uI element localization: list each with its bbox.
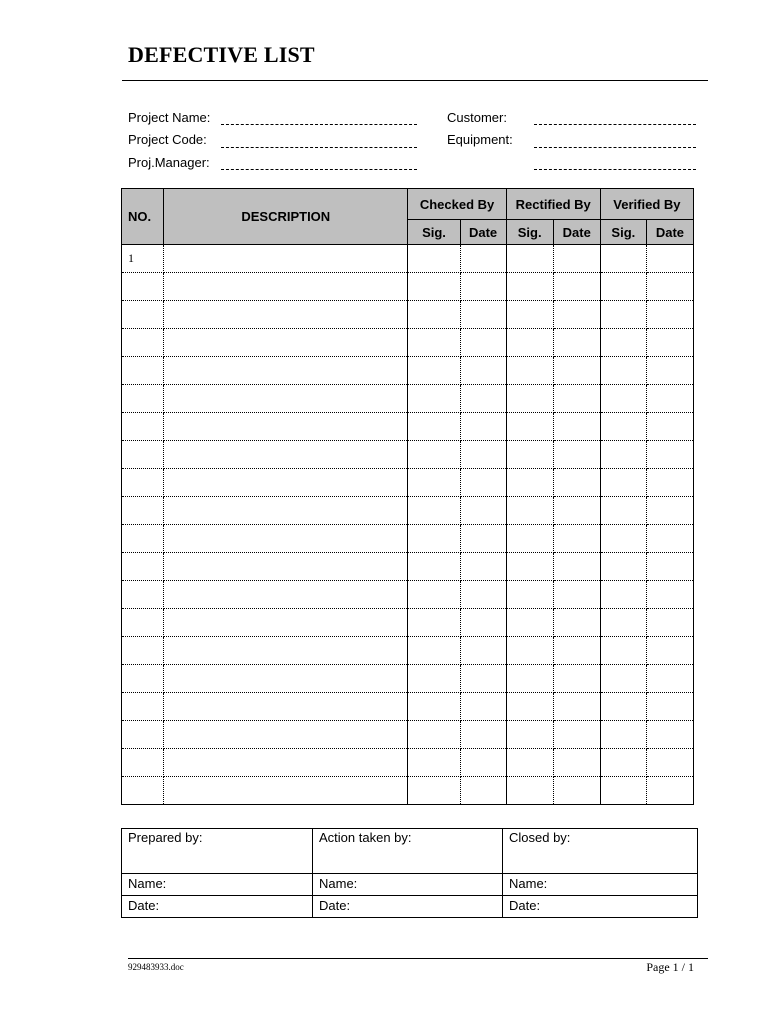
prepared-date-cell[interactable]: Date:	[122, 896, 313, 918]
checked-sig-cell[interactable]	[408, 329, 460, 357]
checked-sig-cell[interactable]	[408, 469, 460, 497]
rectified-date-cell[interactable]	[553, 497, 600, 525]
checked-sig-cell[interactable]	[408, 665, 460, 693]
customer-label: Customer:	[447, 110, 507, 125]
row-description-cell[interactable]	[164, 301, 408, 329]
row-description-cell[interactable]	[164, 693, 408, 721]
row-description-cell[interactable]	[164, 245, 408, 273]
verified-date-cell[interactable]	[646, 581, 693, 609]
rectified-date-cell[interactable]	[553, 245, 600, 273]
rectified-date-cell[interactable]	[553, 637, 600, 665]
row-description-cell[interactable]	[164, 637, 408, 665]
row-description-cell[interactable]	[164, 553, 408, 581]
verified-sig-cell[interactable]	[600, 329, 646, 357]
row-description-cell[interactable]	[164, 469, 408, 497]
row-no-cell[interactable]: 1	[122, 245, 164, 273]
row-no-cell[interactable]	[122, 525, 164, 553]
rectified-sig-header: Sig.	[506, 220, 553, 245]
rectified-sig-cell[interactable]	[506, 273, 553, 301]
verified-date-cell[interactable]	[646, 609, 693, 637]
table-row	[122, 357, 694, 385]
verified-date-cell[interactable]	[646, 693, 693, 721]
checked-date-cell[interactable]	[460, 469, 506, 497]
checked-sig-cell[interactable]	[408, 245, 460, 273]
rectified-sig-cell[interactable]	[506, 497, 553, 525]
checked-by-header: Checked By	[408, 189, 506, 220]
rectified-sig-cell[interactable]	[506, 469, 553, 497]
verified-date-cell[interactable]	[646, 329, 693, 357]
table-row	[122, 777, 694, 805]
row-no-cell[interactable]	[122, 329, 164, 357]
verified-sig-cell[interactable]	[600, 273, 646, 301]
project-code-field[interactable]	[221, 147, 417, 148]
rectified-sig-cell[interactable]	[506, 581, 553, 609]
checked-sig-cell[interactable]	[408, 497, 460, 525]
checked-sig-cell[interactable]	[408, 637, 460, 665]
rectified-sig-cell[interactable]	[506, 441, 553, 469]
action-taken-by-cell[interactable]: Action taken by:	[313, 829, 503, 874]
verified-sig-cell[interactable]	[600, 497, 646, 525]
verified-date-cell[interactable]	[646, 301, 693, 329]
checked-date-cell[interactable]	[460, 637, 506, 665]
row-no-cell[interactable]	[122, 609, 164, 637]
rectified-date-cell[interactable]	[553, 777, 600, 805]
row-description-cell[interactable]	[164, 329, 408, 357]
verified-date-cell[interactable]	[646, 245, 693, 273]
verified-sig-cell[interactable]	[600, 749, 646, 777]
checked-sig-cell[interactable]	[408, 413, 460, 441]
rectified-date-cell[interactable]	[553, 581, 600, 609]
verified-sig-cell[interactable]	[600, 553, 646, 581]
verified-sig-cell[interactable]	[600, 777, 646, 805]
row-description-cell[interactable]	[164, 441, 408, 469]
row-no-cell[interactable]	[122, 469, 164, 497]
checked-date-cell[interactable]	[460, 329, 506, 357]
rectified-date-cell[interactable]	[553, 357, 600, 385]
verified-date-cell[interactable]	[646, 497, 693, 525]
table-row	[122, 637, 694, 665]
row-no-cell[interactable]	[122, 721, 164, 749]
row-no-cell[interactable]	[122, 301, 164, 329]
extra-field[interactable]	[534, 169, 696, 170]
rectified-by-header: Rectified By	[506, 189, 600, 220]
verified-date-cell[interactable]	[646, 665, 693, 693]
rectified-date-cell[interactable]	[553, 609, 600, 637]
project-name-label: Project Name:	[128, 110, 211, 125]
document-title: DEFECTIVE LIST	[128, 42, 315, 67]
checked-date-cell[interactable]	[460, 413, 506, 441]
table-row	[122, 469, 694, 497]
checked-date-cell[interactable]	[460, 749, 506, 777]
verified-date-cell[interactable]	[646, 413, 693, 441]
verified-date-cell[interactable]	[646, 441, 693, 469]
table-row	[122, 525, 694, 553]
closed-date-cell[interactable]: Date:	[503, 896, 698, 918]
rectified-sig-cell[interactable]	[506, 609, 553, 637]
rectified-date-cell[interactable]	[553, 385, 600, 413]
row-description-cell[interactable]	[164, 357, 408, 385]
rectified-date-cell[interactable]	[553, 721, 600, 749]
table-row	[122, 609, 694, 637]
row-description-cell[interactable]	[164, 581, 408, 609]
rectified-date-cell[interactable]	[553, 469, 600, 497]
project-code-label: Project Code:	[128, 132, 207, 147]
rectified-date-cell[interactable]	[553, 273, 600, 301]
col-description-header: DESCRIPTION	[164, 189, 408, 245]
checked-sig-cell[interactable]	[408, 357, 460, 385]
checked-date-cell[interactable]	[460, 357, 506, 385]
table-row	[122, 441, 694, 469]
verified-sig-cell[interactable]	[600, 609, 646, 637]
table-row	[122, 665, 694, 693]
rectified-date-cell[interactable]	[553, 693, 600, 721]
checked-sig-cell[interactable]	[408, 609, 460, 637]
row-no-cell[interactable]	[122, 441, 164, 469]
row-description-cell[interactable]	[164, 749, 408, 777]
table-row	[122, 273, 694, 301]
rectified-sig-cell[interactable]	[506, 749, 553, 777]
action-name-cell[interactable]: Name:	[313, 874, 503, 896]
rectified-date-cell[interactable]	[553, 329, 600, 357]
verified-sig-cell[interactable]	[600, 245, 646, 273]
checked-sig-cell[interactable]	[408, 525, 460, 553]
checked-date-cell[interactable]	[460, 721, 506, 749]
row-no-cell[interactable]	[122, 665, 164, 693]
row-description-cell[interactable]	[164, 665, 408, 693]
row-no-cell[interactable]	[122, 581, 164, 609]
row-no-cell[interactable]	[122, 777, 164, 805]
checked-sig-cell[interactable]	[408, 385, 460, 413]
rectified-date-cell[interactable]	[553, 441, 600, 469]
checked-sig-cell[interactable]	[408, 721, 460, 749]
row-no-cell[interactable]	[122, 553, 164, 581]
equipment-label: Equipment:	[447, 132, 513, 147]
rectified-sig-cell[interactable]	[506, 665, 553, 693]
rectified-sig-cell[interactable]	[506, 357, 553, 385]
signoff-table	[121, 828, 698, 918]
checked-sig-cell[interactable]	[408, 777, 460, 805]
rectified-date-cell[interactable]	[553, 525, 600, 553]
checked-date-cell[interactable]	[460, 525, 506, 553]
verified-sig-cell[interactable]	[600, 693, 646, 721]
row-description-cell[interactable]	[164, 721, 408, 749]
verified-date-cell[interactable]	[646, 637, 693, 665]
checked-sig-cell[interactable]	[408, 441, 460, 469]
table-row	[122, 581, 694, 609]
verified-date-cell[interactable]	[646, 553, 693, 581]
prepared-by-cell[interactable]: Prepared by:	[122, 829, 313, 874]
verified-date-cell[interactable]	[646, 385, 693, 413]
table-row	[122, 413, 694, 441]
table-row	[122, 329, 694, 357]
checked-date-cell[interactable]	[460, 245, 506, 273]
rectified-sig-cell[interactable]	[506, 721, 553, 749]
verified-sig-cell[interactable]	[600, 469, 646, 497]
rectified-sig-cell[interactable]	[506, 245, 553, 273]
checked-date-cell[interactable]	[460, 497, 506, 525]
checked-date-cell[interactable]	[460, 553, 506, 581]
row-no-cell[interactable]	[122, 273, 164, 301]
rectified-date-cell[interactable]	[553, 749, 600, 777]
proj-manager-field[interactable]	[221, 169, 417, 170]
checked-date-cell[interactable]	[460, 665, 506, 693]
verified-date-cell[interactable]	[646, 525, 693, 553]
verified-date-cell[interactable]	[646, 273, 693, 301]
checked-sig-cell[interactable]	[408, 553, 460, 581]
verified-date-cell[interactable]	[646, 749, 693, 777]
rectified-date-cell[interactable]	[553, 413, 600, 441]
customer-field[interactable]	[534, 124, 696, 125]
verified-sig-cell[interactable]	[600, 441, 646, 469]
col-no-header: NO.	[122, 189, 164, 245]
rectified-sig-cell[interactable]	[506, 553, 553, 581]
row-no-cell[interactable]	[122, 413, 164, 441]
rectified-sig-cell[interactable]	[506, 329, 553, 357]
footer-divider	[128, 958, 708, 959]
verified-sig-cell[interactable]	[600, 637, 646, 665]
row-no-cell[interactable]	[122, 693, 164, 721]
project-name-field[interactable]	[221, 124, 417, 125]
closed-name-cell[interactable]: Name:	[503, 874, 698, 896]
table-row	[122, 749, 694, 777]
row-no-cell[interactable]	[122, 385, 164, 413]
verified-sig-cell[interactable]	[600, 581, 646, 609]
checked-date-cell[interactable]	[460, 693, 506, 721]
title-divider	[122, 80, 708, 81]
checked-date-cell[interactable]	[460, 441, 506, 469]
verified-sig-cell[interactable]	[600, 301, 646, 329]
checked-date-cell[interactable]	[460, 273, 506, 301]
rectified-sig-cell[interactable]	[506, 777, 553, 805]
rectified-date-cell[interactable]	[553, 553, 600, 581]
defect-table	[121, 188, 694, 805]
verified-date-cell[interactable]	[646, 469, 693, 497]
checked-sig-cell[interactable]	[408, 581, 460, 609]
checked-sig-header: Sig.	[408, 220, 460, 245]
table-row	[122, 693, 694, 721]
row-description-cell[interactable]	[164, 609, 408, 637]
action-date-cell[interactable]: Date:	[313, 896, 503, 918]
proj-manager-label: Proj.Manager:	[128, 155, 210, 170]
verified-sig-cell[interactable]	[600, 525, 646, 553]
verified-sig-cell[interactable]	[600, 413, 646, 441]
rectified-sig-cell[interactable]	[506, 637, 553, 665]
row-description-cell[interactable]	[164, 525, 408, 553]
checked-date-cell[interactable]	[460, 581, 506, 609]
verified-date-cell[interactable]	[646, 357, 693, 385]
row-description-cell[interactable]	[164, 413, 408, 441]
checked-date-cell[interactable]	[460, 385, 506, 413]
verified-date-header: Date	[646, 220, 693, 245]
footer-page-number: Page 1 / 1	[646, 960, 694, 974]
row-description-cell[interactable]	[164, 385, 408, 413]
rectified-sig-cell[interactable]	[506, 413, 553, 441]
verified-date-cell[interactable]	[646, 721, 693, 749]
row-no-cell[interactable]	[122, 497, 164, 525]
verified-sig-header: Sig.	[600, 220, 646, 245]
checked-date-cell[interactable]	[460, 609, 506, 637]
checked-date-header: Date	[460, 220, 506, 245]
rectified-sig-cell[interactable]	[506, 385, 553, 413]
table-row	[122, 721, 694, 749]
row-description-cell[interactable]	[164, 777, 408, 805]
checked-sig-cell[interactable]	[408, 749, 460, 777]
rectified-date-header: Date	[553, 220, 600, 245]
checked-date-cell[interactable]	[460, 777, 506, 805]
table-row	[122, 553, 694, 581]
table-row	[122, 497, 694, 525]
verified-by-header: Verified By	[600, 189, 693, 220]
checked-sig-cell[interactable]	[408, 693, 460, 721]
closed-by-cell[interactable]: Closed by:	[503, 829, 698, 874]
verified-sig-cell[interactable]	[600, 721, 646, 749]
rectified-date-cell[interactable]	[553, 301, 600, 329]
row-description-cell[interactable]	[164, 273, 408, 301]
checked-sig-cell[interactable]	[408, 301, 460, 329]
row-no-cell[interactable]	[122, 637, 164, 665]
verified-sig-cell[interactable]	[600, 385, 646, 413]
row-description-cell[interactable]	[164, 497, 408, 525]
checked-sig-cell[interactable]	[408, 273, 460, 301]
prepared-name-cell[interactable]: Name:	[122, 874, 313, 896]
footer-filename: 929483933.doc	[128, 962, 184, 972]
rectified-sig-cell[interactable]	[506, 301, 553, 329]
table-row	[122, 301, 694, 329]
equipment-field[interactable]	[534, 147, 696, 148]
table-row	[122, 245, 694, 273]
rectified-sig-cell[interactable]	[506, 693, 553, 721]
checked-date-cell[interactable]	[460, 301, 506, 329]
table-row	[122, 385, 694, 413]
verified-sig-cell[interactable]	[600, 357, 646, 385]
rectified-sig-cell[interactable]	[506, 525, 553, 553]
rectified-date-cell[interactable]	[553, 665, 600, 693]
row-no-cell[interactable]	[122, 357, 164, 385]
verified-sig-cell[interactable]	[600, 665, 646, 693]
row-no-cell[interactable]	[122, 749, 164, 777]
verified-date-cell[interactable]	[646, 777, 693, 805]
